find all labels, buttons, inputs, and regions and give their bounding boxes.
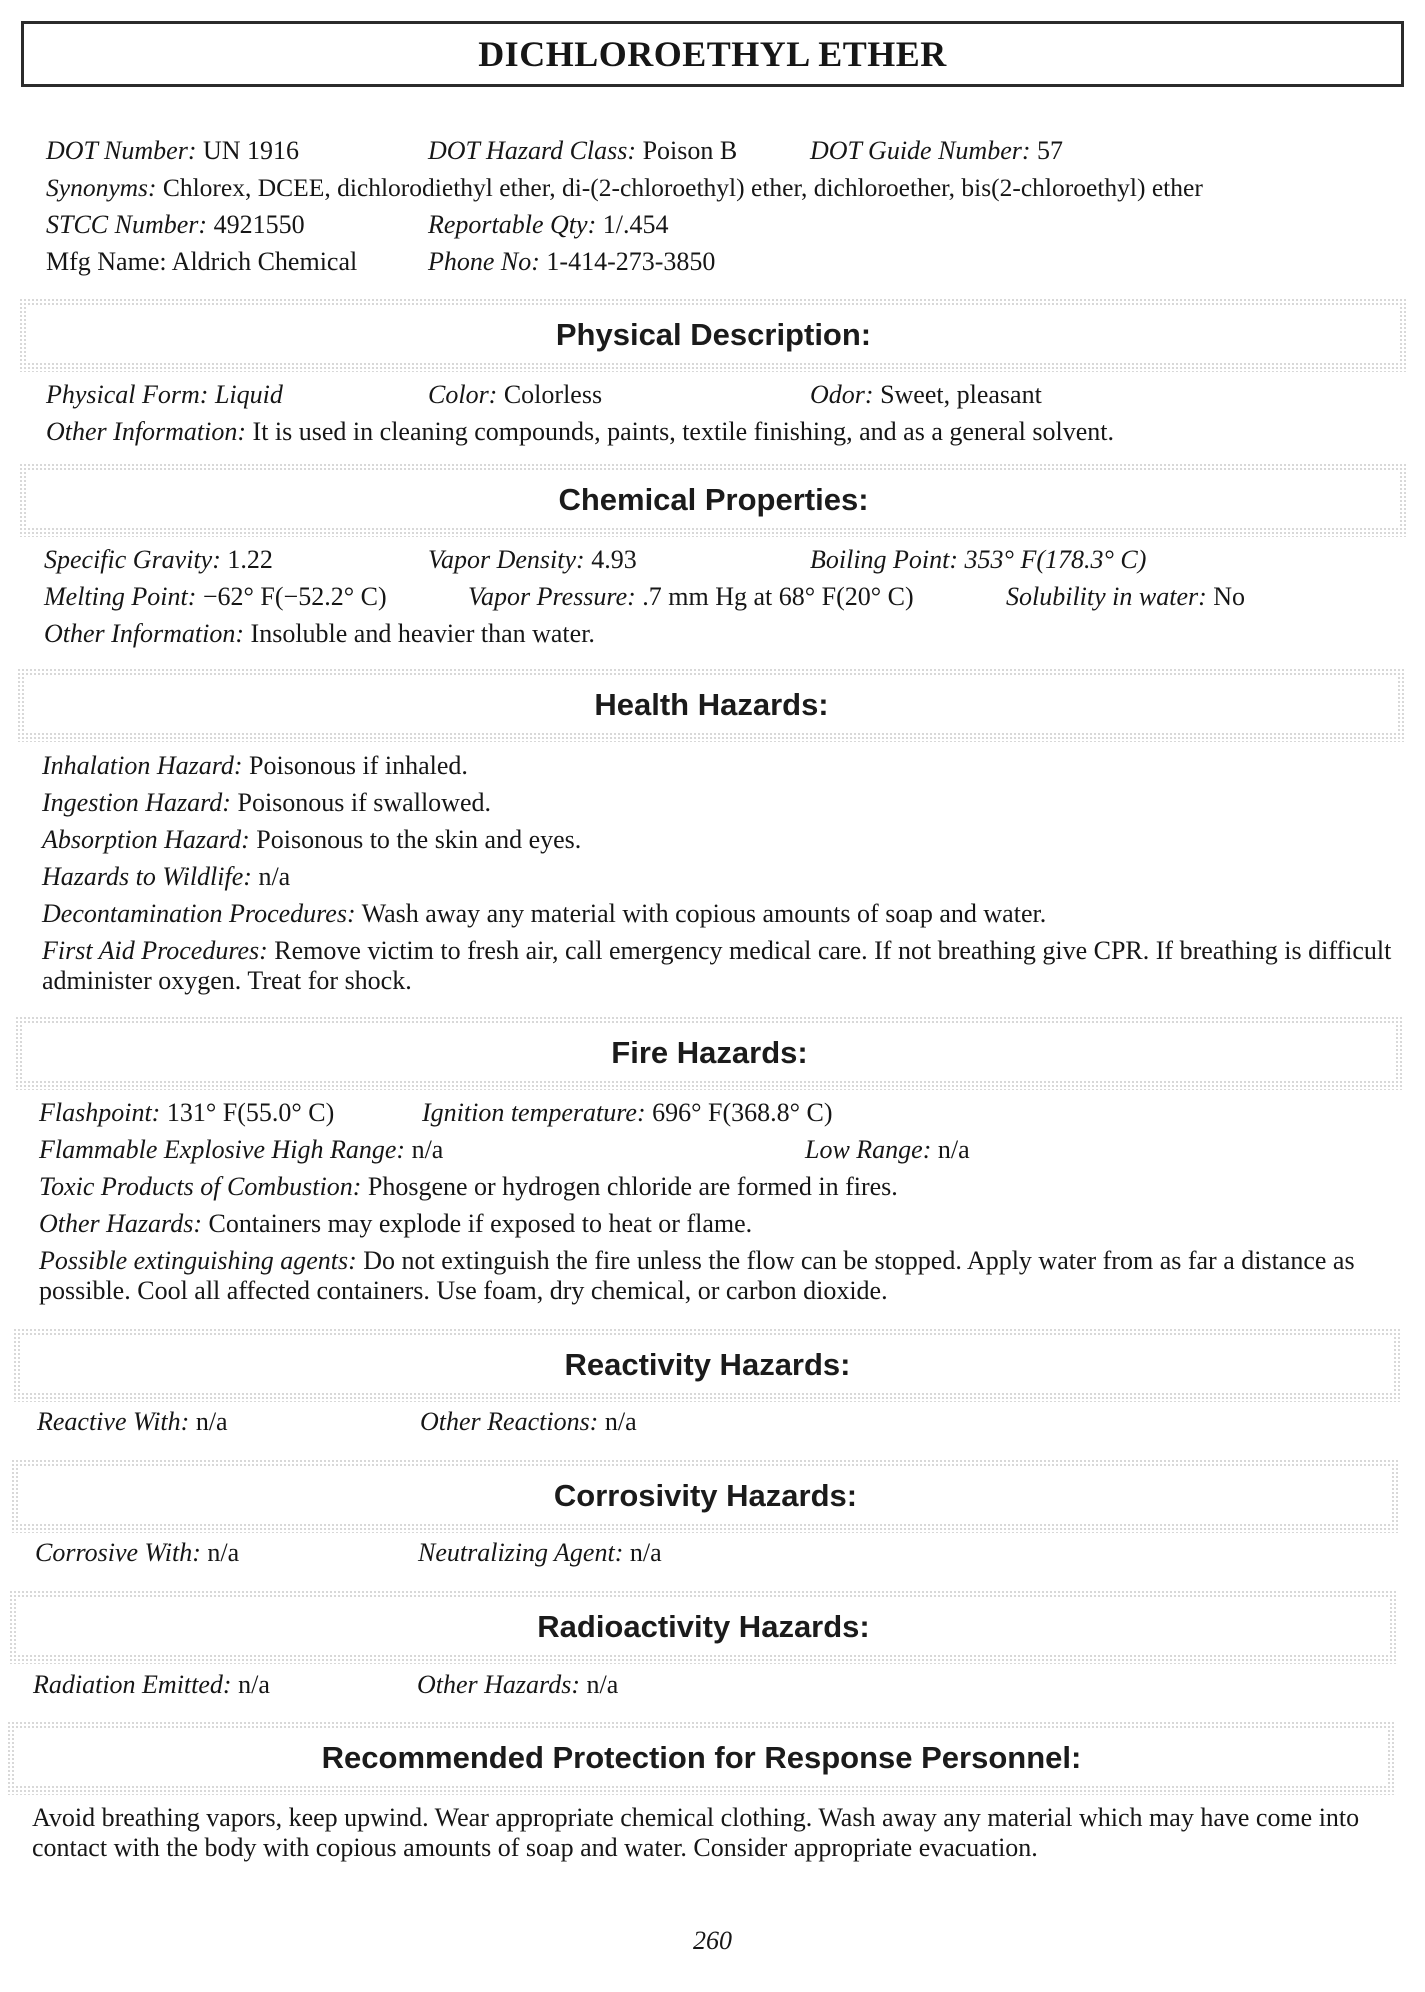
radiation-emitted-label: Radiation Emitted: bbox=[33, 1670, 232, 1699]
first-aid-paragraph bbox=[42, 936, 1397, 996]
document-title: DICHLOROETHYL ETHER bbox=[21, 21, 1404, 87]
first-aid-label: First Aid Procedures: bbox=[42, 936, 268, 965]
reactive-with-value: n/a bbox=[195, 1407, 228, 1436]
stcc-number-label: STCC Number: bbox=[46, 210, 208, 239]
radio-other-hazards-label: Other Hazards: bbox=[417, 1670, 580, 1699]
recommended-protection-heading: Recommended Protection for Response Personnel: bbox=[321, 1740, 1082, 1775]
boiling-point-label: Boiling Point: bbox=[810, 545, 959, 574]
stcc-number-value: 4921550 bbox=[213, 210, 305, 239]
dot-guide-number-value: 57 bbox=[1037, 136, 1064, 165]
inhalation-hazard-line bbox=[42, 751, 468, 781]
physical-other-information-line bbox=[46, 417, 1114, 447]
ingestion-hazard-label: Ingestion Hazard: bbox=[42, 788, 231, 817]
chemical-other-information-line bbox=[44, 619, 595, 649]
extinguishing-agents-paragraph bbox=[39, 1246, 1389, 1306]
extinguishing-agents-value: Do not extinguish the fire unless the flow can be stopped. Apply water from as far a distance as possible. Cool all affected containers. Use foam, dry chemical, or carbon dioxide. bbox=[39, 1246, 1355, 1305]
radioactivity-hazards-heading: Radioactivity Hazards: bbox=[537, 1609, 870, 1644]
specific-gravity-field bbox=[44, 545, 273, 575]
ignition-temperature-label: Ignition temperature: bbox=[422, 1098, 646, 1127]
corrosive-with-label: Corrosive With: bbox=[35, 1538, 201, 1567]
fire-other-hazards-label: Other Hazards: bbox=[39, 1209, 202, 1238]
corrosivity-hazards-header bbox=[11, 1459, 1400, 1533]
solubility-field bbox=[1006, 582, 1245, 612]
reactivity-hazards-row bbox=[0, 1407, 1425, 1437]
ignition-temperature-field bbox=[422, 1098, 833, 1128]
other-reactions-label: Other Reactions: bbox=[420, 1407, 599, 1436]
specific-gravity-value: 1.22 bbox=[227, 545, 273, 574]
melting-point-field bbox=[44, 582, 387, 612]
other-reactions-value: n/a bbox=[604, 1407, 637, 1436]
corrosive-with-value: n/a bbox=[207, 1538, 240, 1567]
physical-form-label: Physical Form: bbox=[46, 380, 209, 409]
ignition-temperature-value: 696° F(368.8° C) bbox=[652, 1098, 833, 1127]
vapor-pressure-value: .7 mm Hg at 68° F(20° C) bbox=[642, 582, 914, 611]
boiling-point-value: 353° F(178.3° C) bbox=[964, 545, 1147, 574]
low-range-value: n/a bbox=[937, 1135, 970, 1164]
boiling-point-field bbox=[810, 545, 1146, 575]
phone-no-field bbox=[428, 247, 715, 277]
chemical-other-information-value: Insoluble and heavier than water. bbox=[250, 619, 595, 648]
toxic-products-line bbox=[39, 1172, 898, 1202]
radioactivity-hazards-header bbox=[9, 1590, 1398, 1664]
melting-point-label: Melting Point: bbox=[44, 582, 197, 611]
dot-hazard-class-field bbox=[428, 136, 737, 166]
reactivity-hazards-header bbox=[13, 1328, 1402, 1402]
first-aid-value: Remove victim to fresh air, call emergency medical care. If not breathing give CPR. If breathing is difficult administer oxygen. Treat for shock. bbox=[42, 936, 1392, 995]
radiation-emitted-field bbox=[33, 1670, 270, 1700]
solubility-label: Solubility in water: bbox=[1006, 582, 1207, 611]
reportable-qty-field bbox=[428, 210, 668, 240]
fire-hazards-heading: Fire Hazards: bbox=[611, 1035, 808, 1070]
vapor-density-label: Vapor Density: bbox=[428, 545, 585, 574]
flashpoint-value: 131° F(55.0° C) bbox=[166, 1098, 335, 1127]
health-hazards-heading: Health Hazards: bbox=[594, 687, 829, 722]
radio-other-hazards-value: n/a bbox=[586, 1670, 619, 1699]
dot-hazard-class-value: Poison B bbox=[642, 136, 738, 165]
stcc-number-field bbox=[46, 210, 305, 240]
corrosivity-hazards-heading: Corrosivity Hazards: bbox=[553, 1478, 858, 1513]
radiation-emitted-value: n/a bbox=[238, 1670, 270, 1699]
dot-hazard-class-label: DOT Hazard Class: bbox=[428, 136, 637, 165]
synonyms-line bbox=[46, 173, 1203, 203]
radio-other-hazards-field bbox=[417, 1670, 618, 1700]
recommended-protection-header bbox=[7, 1721, 1396, 1795]
radioactivity-hazards-row bbox=[0, 1670, 1425, 1700]
physical-description-header bbox=[19, 298, 1408, 372]
phone-no-label: Phone No: bbox=[428, 247, 540, 276]
mfg-name-label: Mfg Name: bbox=[46, 247, 167, 276]
specific-gravity-label: Specific Gravity: bbox=[44, 545, 221, 574]
physical-other-information-value: It is used in cleaning compounds, paints, textile finishing, and as a general solvent. bbox=[252, 417, 1114, 446]
physical-description-row-1 bbox=[0, 380, 1425, 410]
chemical-properties-row-2 bbox=[0, 582, 1425, 612]
flashpoint-label: Flashpoint: bbox=[39, 1098, 161, 1127]
absorption-hazard-line bbox=[42, 825, 581, 855]
low-range-label: Low Range: bbox=[805, 1135, 932, 1164]
odor-label: Odor: bbox=[810, 380, 874, 409]
solubility-value: No bbox=[1213, 582, 1246, 611]
mfg-name-field bbox=[46, 247, 357, 277]
dot-guide-number-field bbox=[810, 136, 1063, 166]
decontamination-value: Wash away any material with copious amounts of soap and water. bbox=[361, 899, 1047, 928]
low-range-field bbox=[805, 1135, 970, 1165]
health-hazards-header bbox=[17, 668, 1406, 742]
high-range-label: Flammable Explosive High Range: bbox=[39, 1135, 406, 1164]
vapor-pressure-field bbox=[468, 582, 914, 612]
inhalation-hazard-label: Inhalation Hazard: bbox=[42, 751, 243, 780]
reportable-qty-value: 1/.454 bbox=[602, 210, 669, 239]
physical-form-field bbox=[46, 380, 283, 410]
neutralizing-agent-value: n/a bbox=[629, 1538, 662, 1567]
toxic-products-value: Phosgene or hydrogen chloride are formed in fires. bbox=[367, 1172, 898, 1201]
absorption-hazard-label: Absorption Hazard: bbox=[42, 825, 250, 854]
wildlife-hazard-label: Hazards to Wildlife: bbox=[42, 862, 252, 891]
flashpoint-field bbox=[39, 1098, 334, 1128]
high-range-value: n/a bbox=[411, 1135, 444, 1164]
melting-point-value: −62° F(−52.2° C) bbox=[202, 582, 387, 611]
page-number: 260 bbox=[693, 1926, 732, 1955]
other-reactions-field bbox=[420, 1407, 637, 1437]
dot-number-value: UN 1916 bbox=[202, 136, 300, 165]
identification-row-4 bbox=[0, 247, 1425, 277]
reactive-with-label: Reactive With: bbox=[37, 1407, 190, 1436]
identification-row-1 bbox=[0, 136, 1425, 166]
wildlife-hazard-line bbox=[42, 862, 290, 892]
synonyms-label: Synonyms: bbox=[46, 173, 157, 202]
dot-guide-number-label: DOT Guide Number: bbox=[810, 136, 1031, 165]
wildlife-hazard-value: n/a bbox=[258, 862, 291, 891]
vapor-density-field bbox=[428, 545, 637, 575]
vapor-density-value: 4.93 bbox=[591, 545, 637, 574]
inhalation-hazard-value: Poisonous if inhaled. bbox=[249, 751, 468, 780]
color-label: Color: bbox=[428, 380, 498, 409]
absorption-hazard-value: Poisonous to the skin and eyes. bbox=[256, 825, 582, 854]
reactivity-hazards-heading: Reactivity Hazards: bbox=[564, 1347, 851, 1382]
vapor-pressure-label: Vapor Pressure: bbox=[468, 582, 636, 611]
color-field bbox=[428, 380, 602, 410]
odor-value: Sweet, pleasant bbox=[880, 380, 1042, 409]
mfg-name-value: Aldrich Chemical bbox=[171, 247, 358, 276]
chemical-properties-header bbox=[19, 463, 1408, 537]
chemical-properties-heading: Chemical Properties: bbox=[558, 482, 869, 517]
dot-number-field bbox=[46, 136, 299, 166]
neutralizing-agent-label: Neutralizing Agent: bbox=[418, 1538, 624, 1567]
corrosive-with-field bbox=[35, 1538, 239, 1568]
phone-no-value: 1-414-273-3850 bbox=[546, 247, 716, 276]
fire-hazards-row-2 bbox=[0, 1135, 1425, 1165]
toxic-products-label: Toxic Products of Combustion: bbox=[39, 1172, 362, 1201]
fire-other-hazards-value: Containers may explode if exposed to heat or flame. bbox=[208, 1209, 753, 1238]
reactive-with-field bbox=[37, 1407, 228, 1437]
fire-hazards-header bbox=[15, 1016, 1404, 1090]
decontamination-line bbox=[42, 899, 1046, 929]
physical-form-value: Liquid bbox=[214, 380, 283, 409]
recommended-protection-text: Avoid breathing vapors, keep upwind. Wear appropriate chemical clothing. Wash away any material which may have come into contact with the body with copious amounts of soap and water. Consider appropriate evacuation. bbox=[32, 1803, 1360, 1862]
corrosivity-hazards-row bbox=[0, 1538, 1425, 1568]
identification-row-3 bbox=[0, 210, 1425, 240]
fire-other-hazards-line bbox=[39, 1209, 752, 1239]
chemical-properties-row-1 bbox=[0, 545, 1425, 575]
fire-hazards-row-1 bbox=[0, 1098, 1425, 1128]
chemical-other-information-label: Other Information: bbox=[44, 619, 245, 648]
neutralizing-agent-field bbox=[418, 1538, 662, 1568]
synonyms-value: Chlorex, DCEE, dichlorodiethyl ether, di-(2-chloroethyl) ether, dichloroether, bis(2-chloroethyl) ether bbox=[162, 173, 1203, 202]
color-value: Colorless bbox=[503, 380, 603, 409]
extinguishing-agents-label: Possible extinguishing agents: bbox=[39, 1246, 357, 1275]
physical-description-heading: Physical Description: bbox=[555, 317, 872, 352]
physical-other-information-label: Other Information: bbox=[46, 417, 247, 446]
decontamination-label: Decontamination Procedures: bbox=[42, 899, 356, 928]
reportable-qty-label: Reportable Qty: bbox=[428, 210, 597, 239]
odor-field bbox=[810, 380, 1042, 410]
high-range-field bbox=[39, 1135, 443, 1165]
dot-number-label: DOT Number: bbox=[46, 136, 197, 165]
ingestion-hazard-value: Poisonous if swallowed. bbox=[237, 788, 491, 817]
ingestion-hazard-line bbox=[42, 788, 491, 818]
